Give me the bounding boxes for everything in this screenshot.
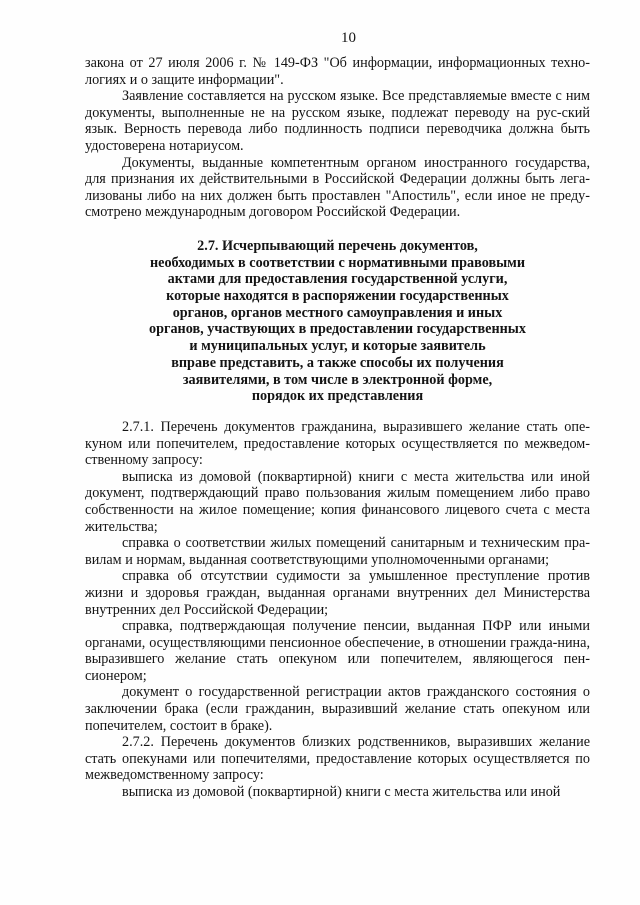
paragraph-language-requirement: Заявление составляется на русском языке. Все представляемые вместе с ним документы, выполненные не на русском языке, подлежат переводу на рус-ский язык. Верность перевода либо подлинность подписи переводчика должна быть удостоверена нотариусом. [85, 88, 590, 154]
list-item-housing-compliance: справка о соответствии жилых помещений санитарным и техническим пра-вилам и нормам, выданная соответствующими уполномоченными органами; [85, 535, 590, 568]
heading-line: необходимых в соответствии с нормативными правовыми [149, 254, 526, 271]
document-page [85, 30, 590, 801]
paragraph-foreign-documents: Документы, выданные компетентным органом иностранного государства, для признания их действительными в Российской Федерации должны быть лега-лизованы либо на них должен быть проставлен "Апостиль", если иное не преду-смотрено международным договором Российской Федерации. [85, 154, 590, 221]
paragraph-2-7-1: 2.7.1. Перечень документов гражданина, выразившего желание стать опе-куном или попечителем, предоставление которых осуществляется по межведом-ственному запросу: [85, 418, 590, 469]
section-heading-2-7 [85, 238, 590, 405]
list-item-no-criminal-record: справка об отсутствии судимости за умышленное преступление против жизни и здоровья граждан, выданная органами внутренних дел Министерства внутренних дел Российской Федерации; [85, 568, 590, 618]
heading-line: которые находятся в распоряжении государственных [166, 288, 509, 305]
list-item-house-book-extract-relatives: выписка из домовой (поквартирной) книги с места жительства или иной [122, 784, 561, 801]
heading-line: порядок их представления [251, 388, 424, 405]
paragraph-2-7-2: 2.7.2. Перечень документов близких родственников, выразивших желание стать опекунами или попечителями, предоставление которых осуществляется по межведомственному запросу: [85, 734, 590, 784]
list-item-house-book-extract: выписка из домовой (поквартирной) книги с места жительства или иной документ, подтверждающий право пользования жилым помещением либо право собственности на жилое помещение; копия финансового лицевого счета с места жительства; [85, 468, 590, 535]
heading-line: вправе представить, а также способы их получения [171, 354, 504, 371]
heading-line: заявителями, в том числе в электронной форме, [182, 371, 493, 388]
heading-line: актами для предоставления государственной услуги, [167, 271, 508, 288]
heading-line: и муниципальных услуг, и которые заявитель [189, 338, 486, 355]
list-item-marriage-registration: документ о государственной регистрации актов гражданского состояния о заключении брака (если гражданин, выразивший желание стать опекуном или попечителем, состоит в браке). [85, 684, 590, 734]
heading-line: органов, органов местного самоуправления и иных [172, 304, 503, 321]
heading-line: 2.7. Исчерпывающий перечень документов, [197, 237, 478, 254]
heading-line: органов, участвующих в предоставлении государственных [149, 321, 526, 338]
list-item-pension-certificate: справка, подтверждающая получение пенсии, выданная ПФР или иными органами, осуществляющими пенсионное обеспечение, в отношении гражда-нина, выразившего желание стать опекуном или попечителем, являющегося пен-сионером; [85, 618, 590, 684]
paragraph-law-reference: закона от 27 июля 2006 г. № 149-ФЗ "Об информации, информационных техно-логиях и о защите информации". [85, 55, 590, 88]
page-number: 10 [341, 30, 356, 46]
